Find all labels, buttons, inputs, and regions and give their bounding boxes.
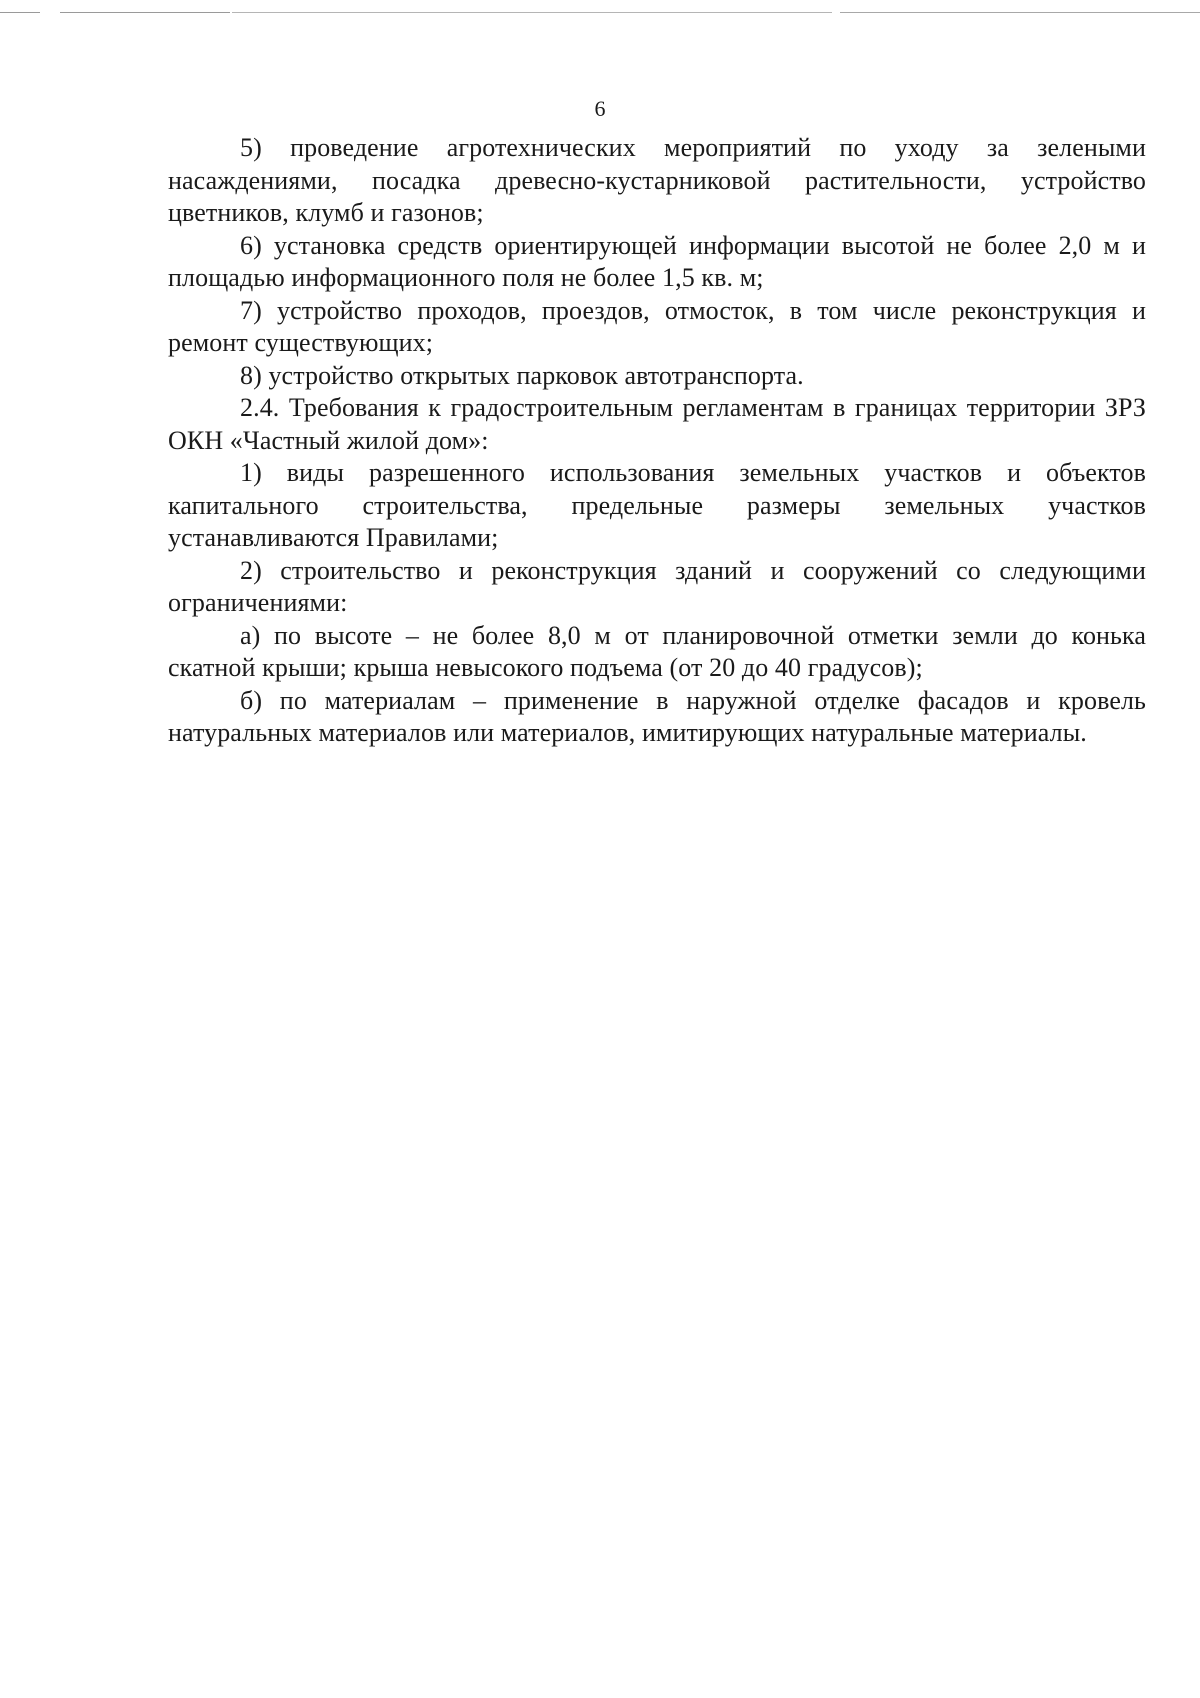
document-body <box>168 132 1146 750</box>
paragraph-subitem-b: б) по материалам – применение в наружной отделке фасадов и кровель натуральных материалов или материалов, имитирующих натуральные материалы. <box>168 685 1146 747</box>
paragraph-subitem-a: а) по высоте – не более 8,0 м от планировочной отметки земли до конька скатной крыши; крыша невысокого подъема (от 20 до 40 градусов); <box>168 620 1146 682</box>
page-number: 6 <box>594 96 606 121</box>
paragraph-item-2: 2) строительство и реконструкция зданий и сооружений со следующими ограничениями: <box>168 555 1146 617</box>
scan-edge-line <box>0 12 1200 15</box>
section-heading-2-4: 2.4. Требования к градостроительным регламентам в границах территории ЗРЗ ОКН «Частный жилой дом»: <box>168 393 1146 455</box>
paragraph-item-1: 1) виды разрешенного использования земельных участков и объектов капитального строительства, предельные размеры земельных участков устанавливаются Правилами; <box>168 458 1146 552</box>
paragraph-item-5: 5) проведение агротехнических мероприятий по уходу за зелеными насаждениями, посадка древесно-кустарниковой растительности, устройство цветников, клумб и газонов; <box>168 133 1146 227</box>
paragraph-item-8: 8) устройство открытых парковок автотранспорта. <box>240 360 804 390</box>
paragraph-item-7: 7) устройство проходов, проездов, отмосток, в том числе реконструкция и ремонт существующих; <box>168 295 1146 357</box>
paragraph-item-6: 6) установка средств ориентирующей информации высотой не более 2,0 м и площадью информационного поля не более 1,5 кв. м; <box>168 230 1146 292</box>
